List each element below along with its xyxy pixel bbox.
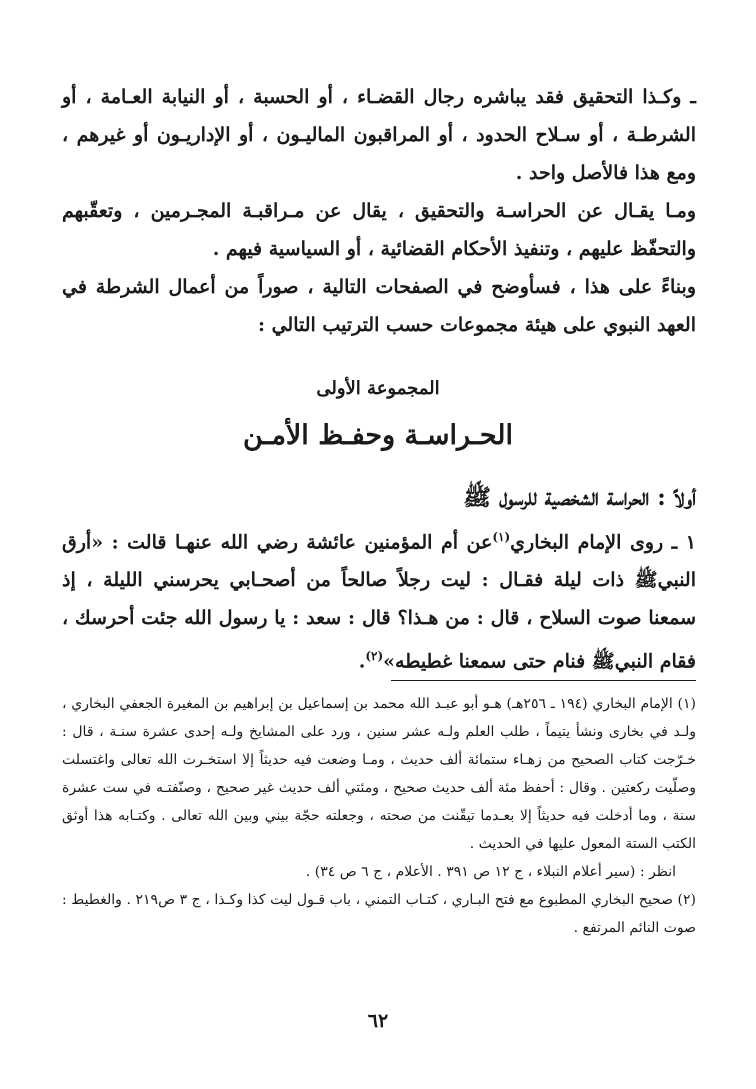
intro-paragraph: وبناءً على هذا ، فسأوضح في الصفحات التالية ، صوراً من أعمال الشرطة في العهد النبوي على هيئة مجموعات حسب الترتيب التالي : [62, 276, 696, 336]
intro-text [62, 78, 696, 344]
narration-paragraph [62, 518, 696, 681]
narration-end: . [358, 650, 366, 673]
footnote-1: (١) الإمام البخاري (١٩٤ ـ ٢٥٦هـ) هـو أبو عبـد الله محمد بن إسماعيل بن إبراهيم بن المغيرة الجعفي البخاري ، ولـد في بخارى ونشأ يتيماً ، طلب العلم ولـه عشر سنين ، ورد على المشايخ ولـه إحدى عشرة سنـة ، قال : خـرّجت كتاب الصحيح من زهـاء ستمائة ألف حديث ، ومـا وضعت فيه حديثاً إلا استخـرت الله تعالى واغتسلت وصلّيت ركعتين . وقال : أحفظ مئة ألف حديث صحيح ، ومئتي ألف حديث غير صحيح ، وصنّفتـه في ست عشرة سنة ، وما أدخلت فيه حديثاً إلا بعـدما تيقّنت من صحته ، وجعلته حجّة بيني وبين الله تعالى . وكتـابه هذا أوثق الكتب الستة المعول عليها في الحديث . [62, 696, 696, 852]
hadith-narration [62, 518, 696, 681]
footnotes [62, 690, 696, 942]
page-number: ٦٢ [367, 1010, 389, 1032]
footnote-divider [391, 680, 696, 681]
narration-intro: ١ ـ روى الإمام البخاري [510, 531, 696, 554]
footnote-1-source: انظر : (سير أعلام النبلاء ، ج ١٢ ص ٣٩١ . الأعلام ، ج ٦ ص ٣٤) . [305, 864, 676, 880]
group-title: المجموعة الأولى [316, 378, 440, 399]
footnote-ref-2: (٢) [365, 649, 384, 664]
footnote-ref-1: (١) [492, 530, 511, 544]
section-heading: أولاً : الحراسة الشخصية للرسول ﷺ [463, 484, 696, 511]
intro-paragraph: ـ وكـذا التحقيق فقد يباشره رجال القضـاء ، أو الحسبة ، أو النيابة العـامة ، أو الشرطـة ، أو سـلاح الحدود ، أو المراقبون الماليـون ، أو الإداريـون أو غيرهم ، ومع هذا فالأصل واحد . [62, 86, 696, 184]
narration-text: عن أم المؤمنين عائشة رضي الله عنهـا قالت : «أرق النبيﷺ ذات ليلة فقـال : ليت رجلاً صالحاً من أصحـابي يحرسني الليلة ، إذ سمعنا صوت السلاح ، قال : من هـذا؟ قال : سعد : يا رسول الله جئت أحرسك ، فقام النبيﷺ فنام حتى سمعنا غطيطه» [62, 531, 696, 673]
footnote-2: (٢) صحيح البخاري المطبوع مع فتح البـاري ، كتـاب التمني ، باب قـول ليت كذا وكـذا ، ج ٣ ص٢١٩ . والغطيط : صوت النائم المرتفع . [62, 892, 696, 936]
group-subtitle: الحـراسـة وحفـظ الأمـن [242, 420, 514, 451]
intro-paragraph: ومـا يقـال عن الحراسـة والتحقيق ، يقال عن مـراقبـة المجـرمين ، وتعقّبهم والتحفّظ عليهم ، وتنفيذ الأحكام القضائية ، أو السياسية فيهم . [62, 200, 696, 260]
